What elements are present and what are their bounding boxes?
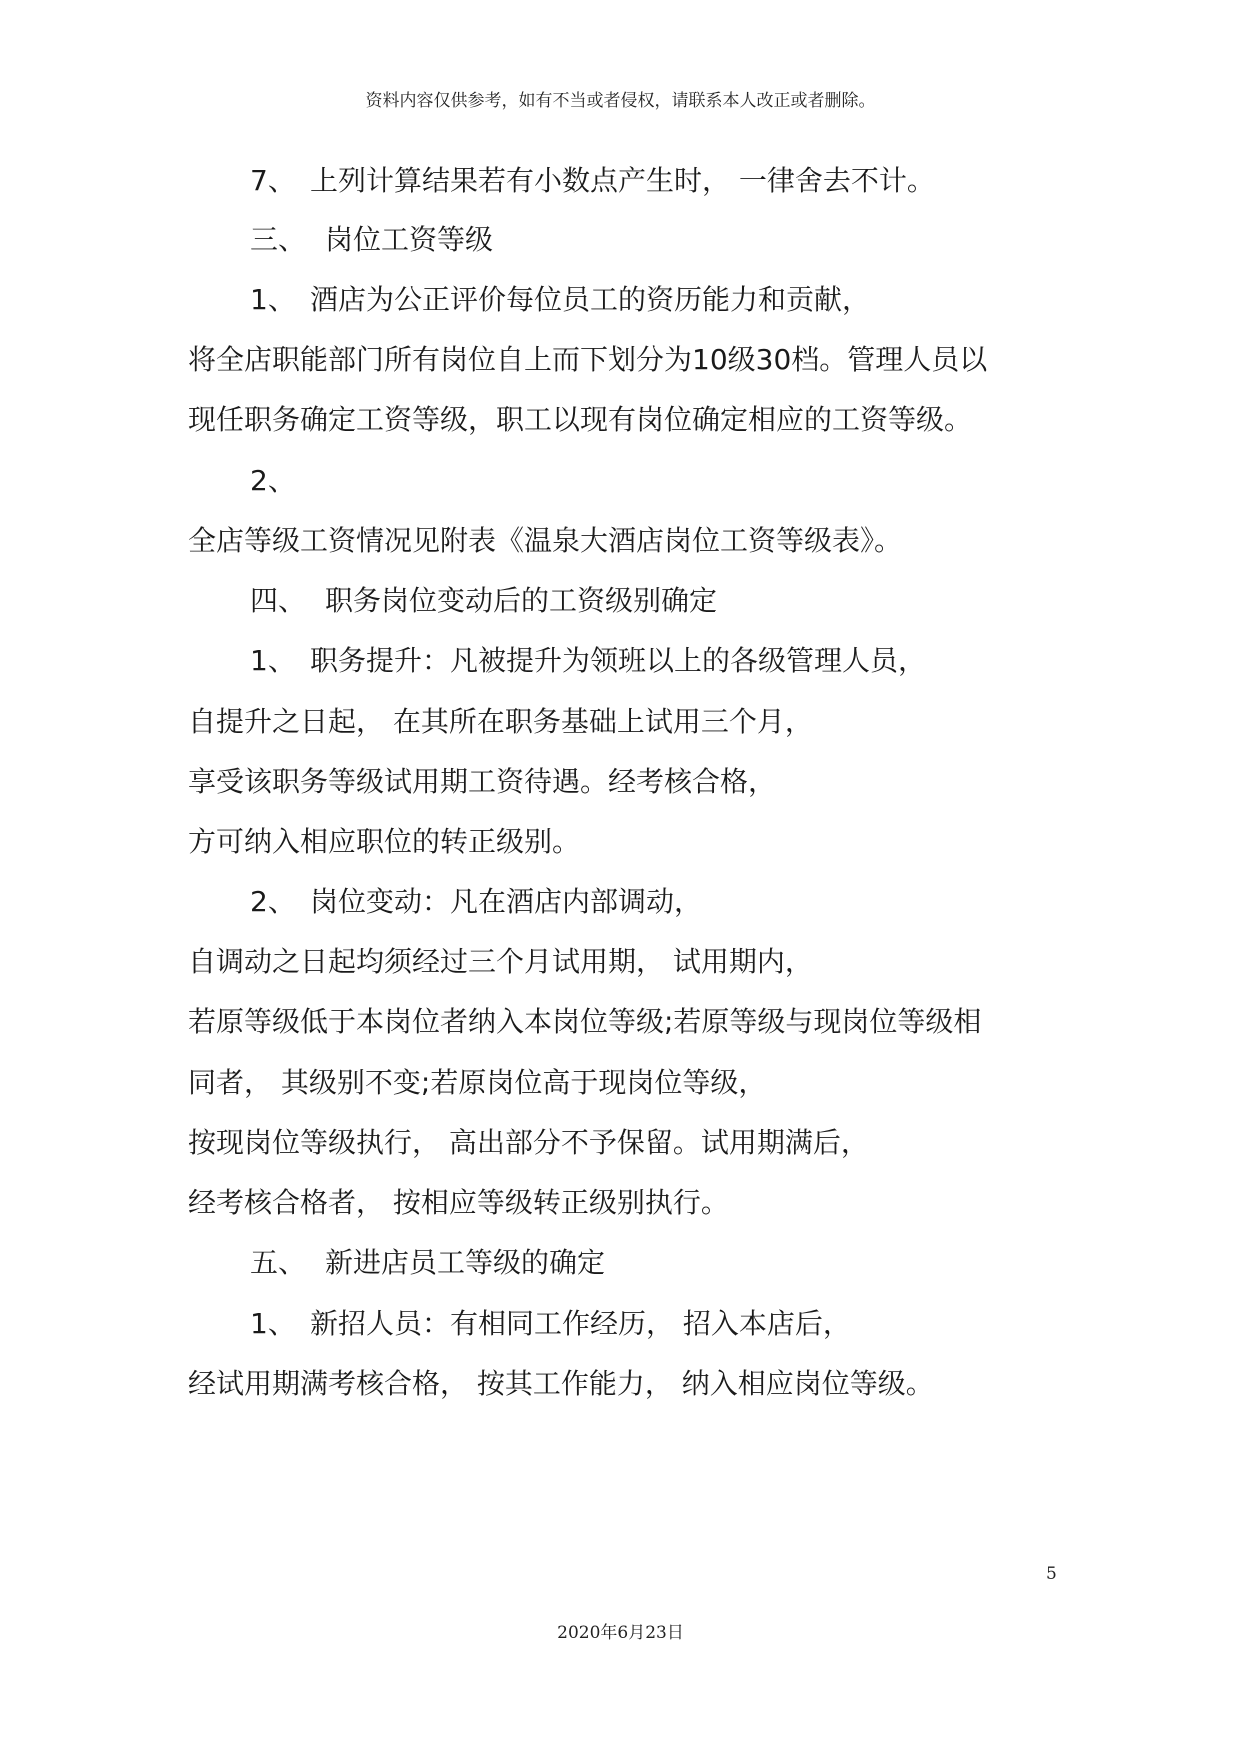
text-line: 经试用期满考核合格， 按其工作能力， 纳入相应岗位等级。: [188, 1367, 934, 1400]
section-heading: [250, 585, 717, 617]
item-number: 1、: [250, 283, 296, 316]
text-line: 同者， 其级别不变;若原岗位高于现岗位等级，: [188, 1066, 767, 1099]
footer-date: 2020年6月23日: [557, 1623, 684, 1643]
section-number: 五、: [250, 1246, 307, 1279]
text-line: 全店等级工资情况见附表《温泉大酒店岗位工资等级表》。: [188, 524, 903, 557]
text-line: [250, 284, 870, 316]
section-heading: [250, 224, 493, 256]
line-text: 职务提升：凡被提升为领班以上的各级管理人员，: [310, 644, 927, 677]
item-number: 2、: [250, 464, 296, 497]
text-line: 将全店职能部门所有岗位自上而下划分为10级30档。管理人员以: [188, 343, 988, 376]
text-line: 自提升之日起， 在其所在职务基础上试用三个月，: [188, 705, 813, 738]
item-number: 2、: [250, 885, 296, 918]
text-line: [250, 645, 926, 677]
text-line: 若原等级低于本岗位者纳入本岗位等级;若原等级与现岗位等级相: [188, 1005, 982, 1038]
text-line: [250, 165, 935, 197]
item-number: 7、: [250, 164, 296, 197]
text-line: [250, 465, 310, 497]
line-text: 新进店员工等级的确定: [325, 1246, 606, 1279]
text-line: 现任职务确定工资等级，职工以现有岗位确定相应的工资等级。: [188, 403, 973, 436]
line-text: 职务岗位变动后的工资级别确定: [325, 584, 718, 617]
text-line: 享受该职务等级试用期工资待遇。经考核合格，: [188, 765, 777, 798]
page-header-disclaimer: 资料内容仅供参考，如有不当或者侵权，请联系本人改正或者删除。: [365, 91, 876, 111]
text-line: 按现岗位等级执行， 高出部分不予保留。试用期满后，: [188, 1126, 869, 1159]
section-number: 三、: [250, 223, 307, 256]
text-line: [250, 886, 702, 918]
item-number: 1、: [250, 1307, 296, 1340]
line-text: 新招人员：有相同工作经历， 招入本店后，: [310, 1307, 851, 1340]
page-number: 5: [1046, 1564, 1057, 1584]
line-text: 岗位变动：凡在酒店内部调动，: [310, 885, 703, 918]
section-heading: [250, 1247, 605, 1279]
text-line: 方可纳入相应职位的转正级别。: [188, 825, 581, 858]
text-line: 经考核合格者， 按相应等级转正级别执行。: [188, 1186, 729, 1219]
section-number: 四、: [250, 584, 307, 617]
line-text: 岗位工资等级: [325, 223, 494, 256]
text-line: 自调动之日起均须经过三个月试用期， 试用期内，: [188, 945, 813, 978]
line-text: 上列计算结果若有小数点产生时， 一律舍去不计。: [310, 164, 935, 197]
line-text: 酒店为公正评价每位员工的资历能力和贡献，: [310, 283, 871, 316]
item-number: 1、: [250, 644, 296, 677]
text-line: [250, 1308, 851, 1340]
